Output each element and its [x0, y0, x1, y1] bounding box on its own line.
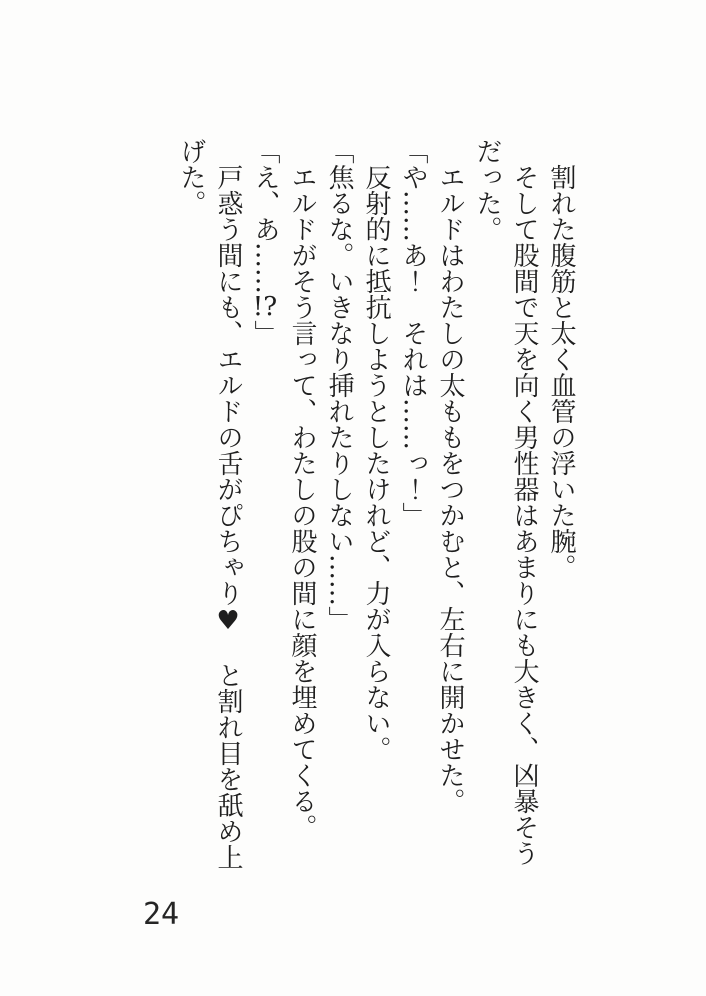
text-line	[283, 138, 320, 894]
page-number: 24	[143, 897, 180, 932]
text-line	[246, 138, 283, 868]
text-line	[431, 138, 468, 894]
text-line	[172, 138, 209, 868]
text-segment: げた。	[176, 138, 206, 216]
text-segment: 反射的に抵抗しようとしたけれど、力が入らない。	[361, 164, 391, 762]
text-segment: エルドはわたしの太ももをつかむと、左右に開かせた。	[435, 164, 465, 814]
text-line	[209, 138, 246, 894]
text-line	[357, 138, 394, 894]
text-line	[394, 138, 431, 868]
text-line	[505, 138, 542, 894]
tatechuyoko-exclamation-question: !?	[252, 294, 278, 320]
text-segment: エルドがそう言って、わたしの股の間に顔を埋めてくる。	[287, 164, 317, 840]
vertical-text-block	[172, 138, 579, 868]
text-segment: 」	[250, 320, 280, 346]
text-segment: 「や……あ！ それは……っ！」	[398, 138, 428, 528]
text-segment: 「え、あ……	[250, 138, 280, 294]
text-line	[320, 138, 357, 868]
text-segment: 「焦るな。いきなり挿れたりしない……」	[324, 138, 354, 632]
text-segment: だった。	[472, 138, 502, 242]
text-segment: 戸惑う間にも、エルドの舌がぴちゃり♥ と割れ目を舐め上	[213, 164, 243, 870]
text-line	[542, 138, 579, 894]
text-segment: 割れた腹筋と太く血管の浮いた腕。	[546, 164, 576, 580]
text-line	[468, 138, 505, 868]
text-segment: そして股間で天を向く男性器はあまりにも大きく、凶暴そう	[509, 164, 539, 866]
